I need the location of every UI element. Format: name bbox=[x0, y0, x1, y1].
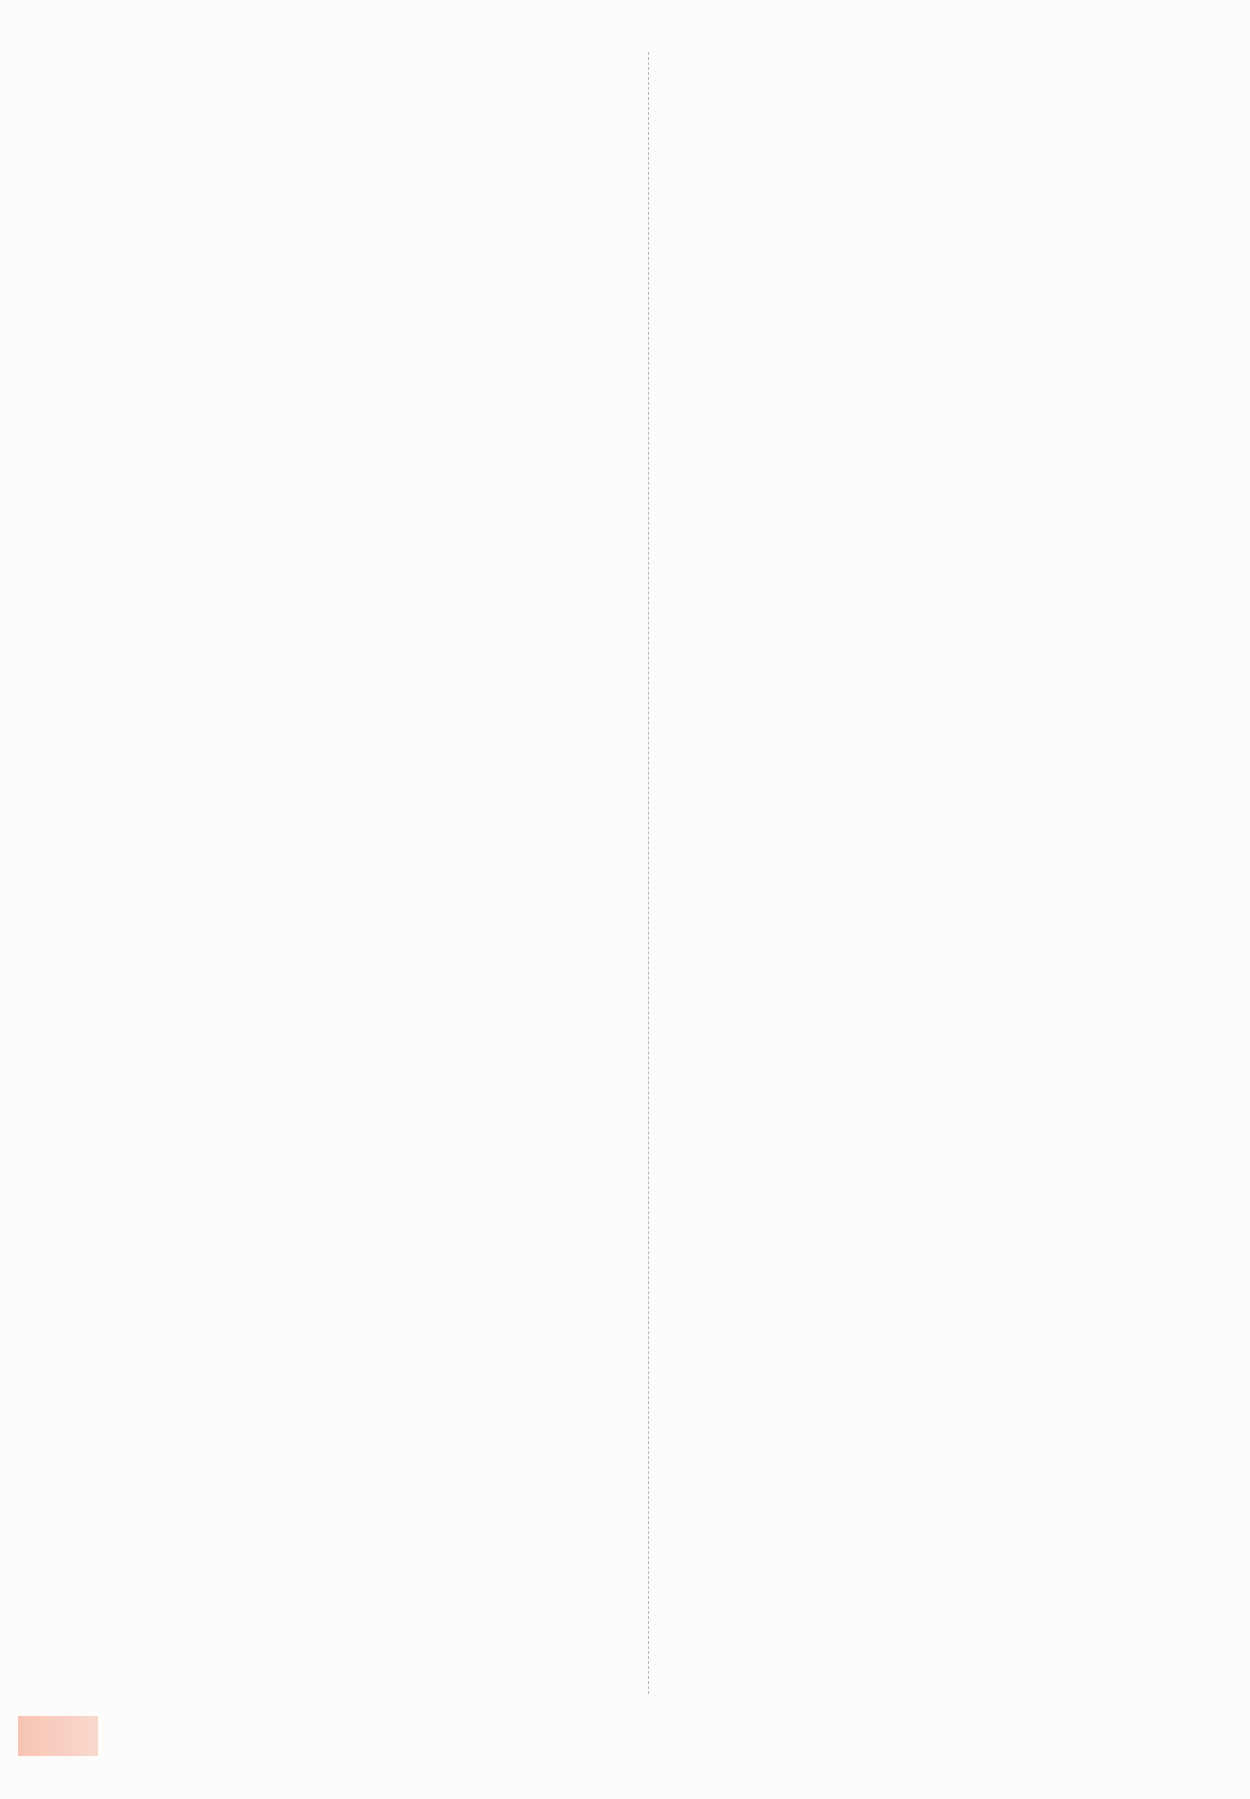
page-number-box bbox=[18, 1716, 98, 1756]
column-divider bbox=[648, 52, 649, 1694]
page-footer bbox=[18, 1716, 638, 1756]
